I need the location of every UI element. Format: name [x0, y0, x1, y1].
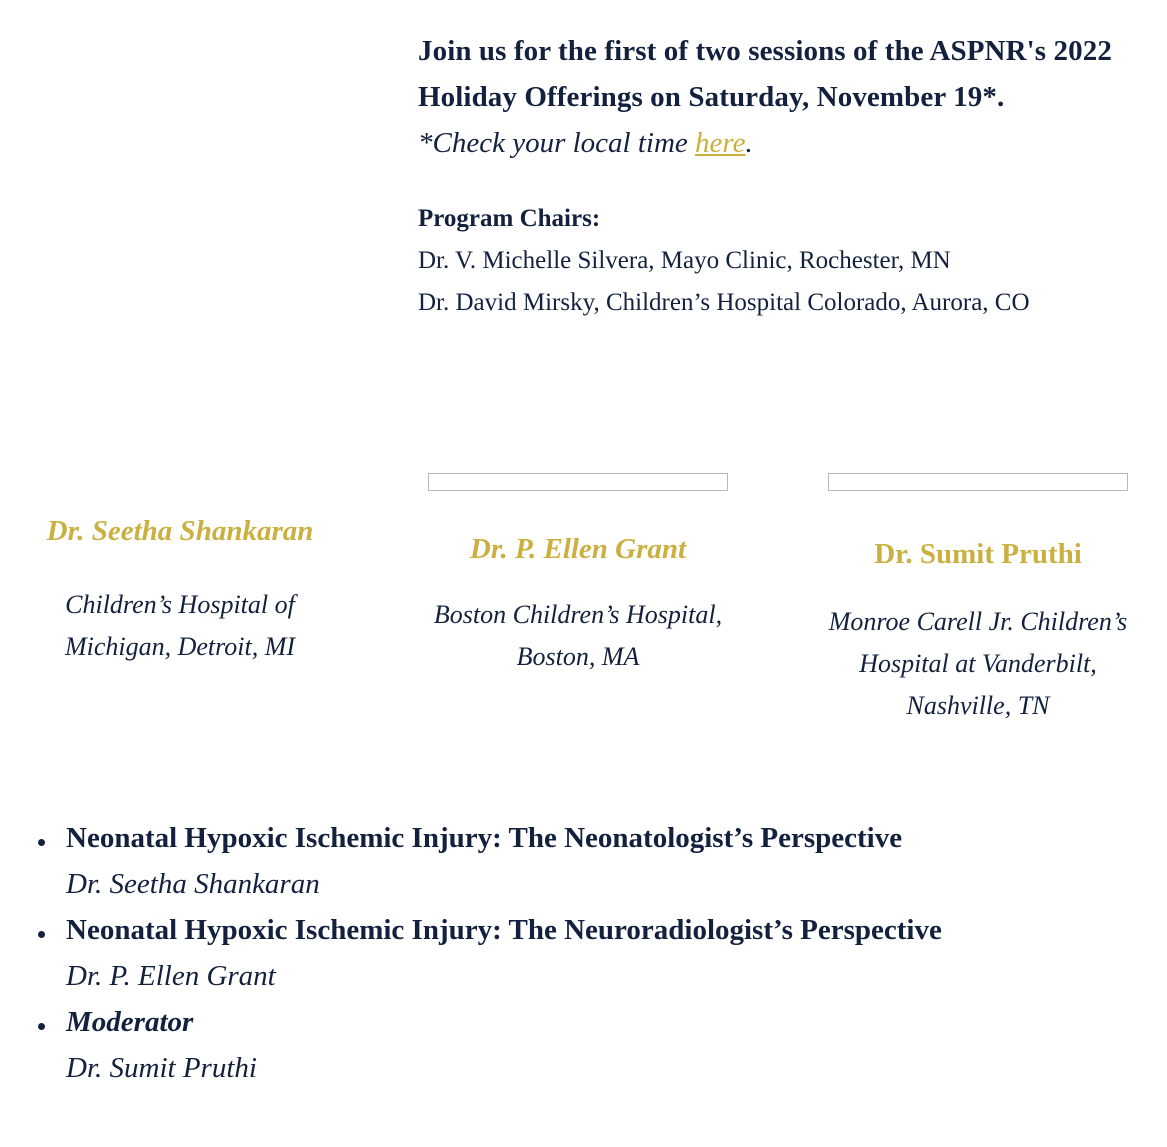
topic-title: Moderator [66, 1006, 194, 1038]
speaker-affiliation: Children’s Hospital of Michigan, Detroit, MI [64, 590, 296, 661]
program-chair-2: Dr. David Mirsky, Children’s Hospital Colorado, Aurora, CO [418, 289, 1030, 316]
local-time-note [418, 120, 1148, 166]
speaker-name: Dr. P. Ellen Grant [469, 533, 687, 565]
program-chairs [418, 198, 1148, 324]
speaker-photo-placeholder [428, 473, 728, 491]
topic-title: Neonatal Hypoxic Ischemic Injury: The Neonatologist’s Perspective [66, 822, 903, 854]
bullet-icon [38, 839, 45, 846]
list-item [30, 907, 1150, 999]
local-time-link[interactable]: here [695, 127, 746, 159]
speaker-name: Dr. Seetha Shankaran [46, 515, 314, 547]
topic-speaker: Dr. P. Ellen Grant [66, 960, 276, 992]
speaker-card-pruthi [818, 473, 1138, 727]
bullet-icon [38, 931, 45, 938]
speaker-card-grant [428, 473, 728, 678]
local-time-suffix: . [745, 127, 753, 159]
topic-title: Neonatal Hypoxic Ischemic Injury: The Neuroradiologist’s Perspective [66, 914, 942, 946]
list-item [30, 999, 1150, 1091]
program-chair-1: Dr. V. Michelle Silvera, Mayo Clinic, Rochester, MN [418, 247, 951, 274]
session-topics [30, 815, 1150, 1091]
local-time-prefix: *Check your local time [418, 127, 696, 159]
list-item [30, 815, 1150, 907]
topic-speaker: Dr. Sumit Pruthi [66, 1052, 257, 1084]
speaker-card-shankaran [30, 508, 330, 668]
bullet-icon [38, 1023, 45, 1030]
topic-speaker: Dr. Seetha Shankaran [66, 868, 320, 900]
speaker-affiliation: Monroe Carell Jr. Children’s Hospital at Vanderbilt, Nashville, TN [828, 607, 1128, 720]
event-intro [418, 28, 1148, 324]
speaker-name: Dr. Sumit Pruthi [874, 538, 1082, 570]
program-chairs-title: Program Chairs: [418, 205, 601, 232]
speaker-photo-placeholder [828, 473, 1128, 491]
speaker-affiliation: Boston Children’s Hospital, Boston, MA [433, 600, 723, 671]
event-headline: Join us for the first of two sessions of the ASPNR's 2022 Holiday Offerings on Saturday, November 19*. [418, 35, 1112, 113]
